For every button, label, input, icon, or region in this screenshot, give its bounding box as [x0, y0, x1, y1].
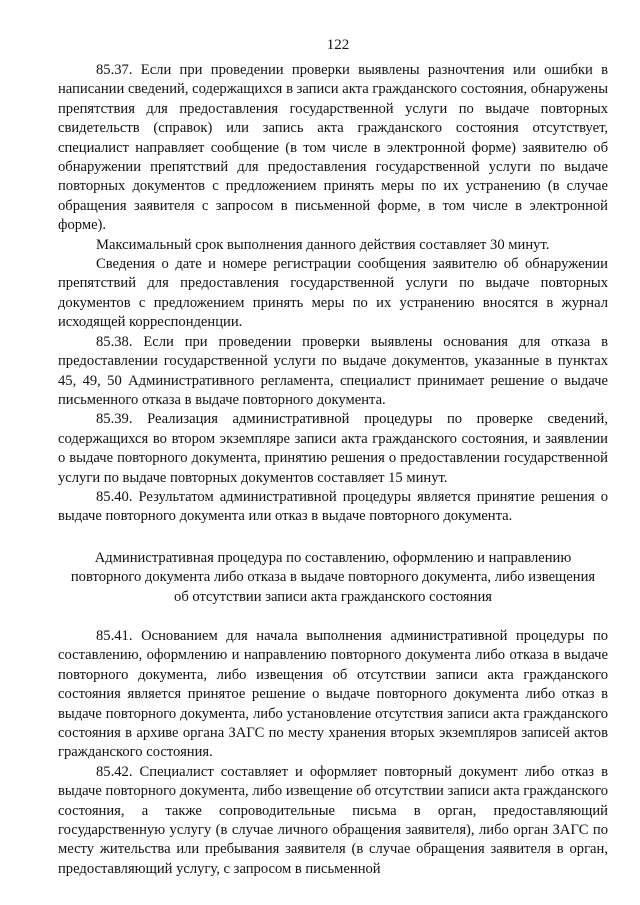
paragraph-85-37: 85.37. Если при проведении проверки выявлены разночтения или ошибки в написании сведений, содержащихся в записи акта гражданского состояния, обнаружены препятствия для предоставления государственной услуги по выдаче повторных свидетельств (справок) или запись акта гражданского состояния отсутствует, специалист направляет сообщение (в том числе в электронной форме) заявителю об обнаружении препятствий для предоставления государственной услуги по выдаче повторных документов с предложением принять меры по их устранению (в случае обращения заявителя с запросом в письменной форме, в том числе в электронной форме). — [58, 62, 608, 234]
paragraph-85-40: 85.40. Результатом административной процедуры является принятие решения о выдаче повторного документа или отказ в выдаче повторного документа. — [58, 488, 608, 525]
section-heading — [58, 549, 608, 607]
heading-line: Административная процедура по составлению, оформлению и направлению — [94, 549, 572, 566]
page-number: 122 — [326, 37, 350, 53]
paragraph-85-42: 85.42. Специалист составляет и оформляет повторный документ либо отказ в выдаче повторного документа, либо извещение об отсутствии записи акта гражданского состояния, а также сопроводительные письма в орган, предоставляющий государственную услугу (в случае личного обращения заявителя), либо орган ЗАГС по месту жительства или пребывания заявителя (в случае обращения заявителя в орган, предоставляющий услугу, с запросом в письменной — [58, 763, 608, 877]
paragraph-registration-info: Сведения о дате и номере регистрации сообщения заявителю об обнаружении препятствий для предоставления государственной услуги по выдаче повторных документов с предложением принять меры по их устранению вносятся в журнал исходящей корреспонденции. — [58, 256, 608, 331]
paragraph-85-41: 85.41. Основанием для начала выполнения административной процедуры по составлению, оформлению и направлению повторного документа либо отказа в выдаче повторного документа, либо извещения об отсутствии записи акта гражданского состояния является принятое решение о выдаче повторного документа либо отказ в выдаче повторного документа, либо установление отсутствия записи акта гражданского состояния в архиве органа ЗАГС по месту хранения вторых экземпляров записей актов гражданского состояния. — [58, 627, 608, 761]
paragraph-max-time: Максимальный срок выполнения данного действия составляет 30 минут. — [96, 236, 550, 253]
section-top — [58, 61, 608, 527]
paragraph-85-38: 85.38. Если при проведении проверки выявлены основания для отказа в предоставлении государственной услуги по выдаче документов, указанные в пунктах 45, 49, 50 Административного регламента, специалист принимает решение о выдаче письменного отказа в выдаче повторного документа. — [58, 333, 608, 408]
paragraph-85-39: 85.39. Реализация административной процедуры по проверке сведений, содержащихся во втором экземпляре записи акта гражданского состояния, и заявлении о выдаче повторного документа, принятию решения о предоставлении государственной услуги по выдаче повторных документов составляет 15 минут. — [58, 411, 608, 486]
heading-line: об отсутствии записи акта гражданского состояния — [174, 588, 492, 605]
section-bottom — [58, 627, 608, 879]
heading-line: повторного документа либо отказа в выдаче повторного документа, либо извещения — [70, 569, 596, 586]
